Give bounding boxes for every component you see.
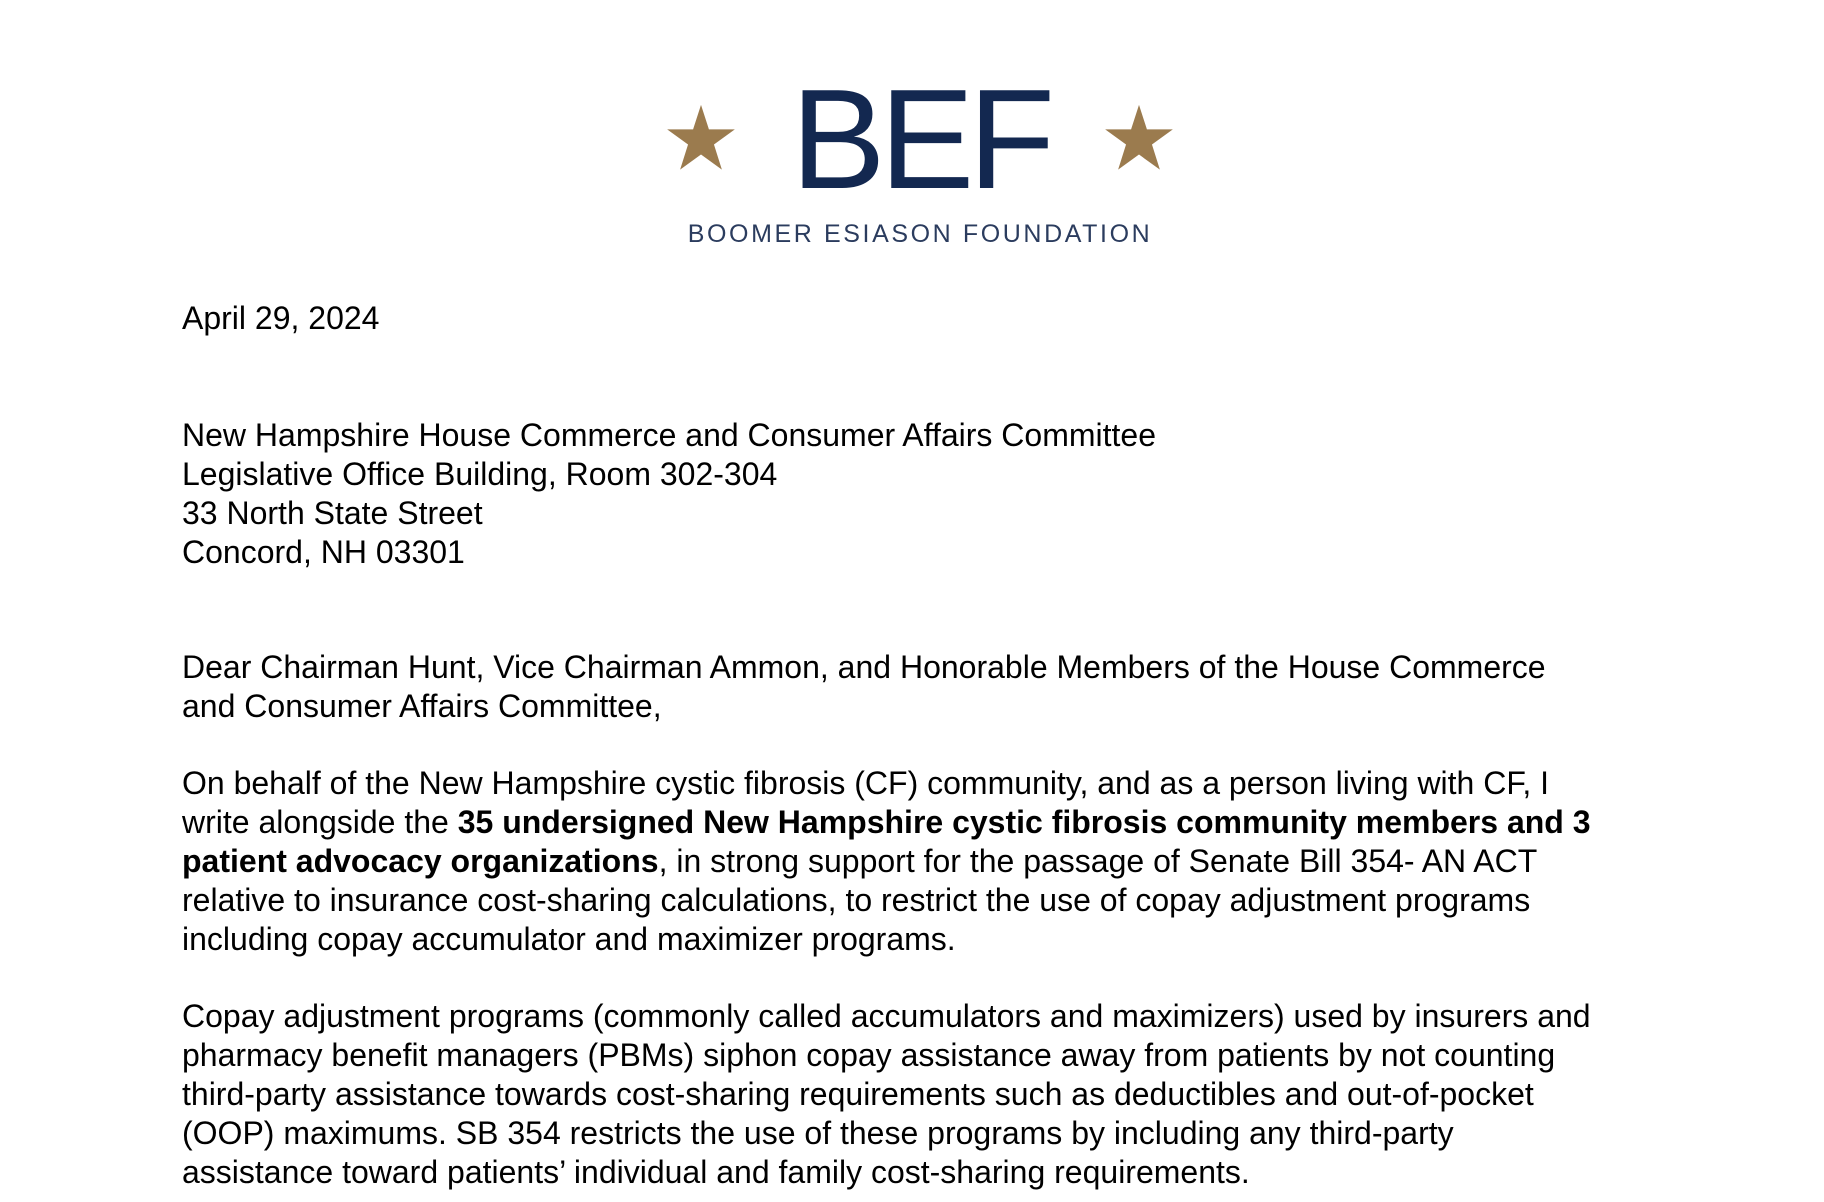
paragraph-line [182, 803, 1702, 842]
paragraph-line: pharmacy benefit managers (PBMs) siphon copay assistance away from patients by not counting [182, 1037, 1556, 1073]
paragraph-text: , in strong support for the passage of Senate Bill 354- AN ACT [658, 843, 1538, 879]
paragraph-line: On behalf of the New Hampshire cystic fibrosis (CF) community, and as a person living with CF, I [182, 765, 1550, 801]
paragraph-line: Copay adjustment programs (commonly called accumulators and maximizers) used by insurers and [182, 998, 1591, 1034]
logo-letters: BEF [790, 60, 1050, 219]
recipient-address [182, 416, 1702, 572]
letter-date [182, 299, 1702, 338]
paragraph-line: relative to insurance cost-sharing calculations, to restrict the use of copay adjustment programs [182, 882, 1531, 918]
date-text: April 29, 2024 [182, 300, 380, 336]
salutation-line: Dear Chairman Hunt, Vice Chairman Ammon, and Honorable Members of the House Commerce [182, 649, 1546, 685]
star-icon-right [1103, 102, 1175, 174]
address-line: Legislative Office Building, Room 302-304 [182, 456, 778, 492]
paragraph-text: write alongside the [182, 804, 458, 840]
paragraph-line: including copay accumulator and maximizer programs. [182, 921, 956, 957]
salutation [182, 648, 1702, 726]
address-line: 33 North State Street [182, 495, 483, 531]
paragraph-copay-programs [182, 997, 1702, 1192]
foundation-logo [665, 60, 1175, 250]
address-line: New Hampshire House Commerce and Consumer Affairs Committee [182, 417, 1156, 453]
paragraph-support [182, 764, 1702, 959]
emphasis-text: patient advocacy organizations [182, 843, 659, 879]
emphasis-text: 35 undersigned New Hampshire cystic fibrosis community members and 3 [457, 804, 1591, 840]
address-line: Concord, NH 03301 [182, 534, 465, 570]
paragraph-line: assistance toward patients’ individual and family cost-sharing requirements. [182, 1154, 1250, 1190]
paragraph-line: third-party assistance towards cost-sharing requirements such as deductibles and out-of-pocket [182, 1076, 1534, 1112]
paragraph-line: (OOP) maximums. SB 354 restricts the use of these programs by including any third-party [182, 1115, 1454, 1151]
logo-foundation-name: BOOMER ESIASON FOUNDATION [687, 220, 1153, 248]
salutation-line: and Consumer Affairs Committee, [182, 688, 662, 724]
logo-mark [665, 60, 1175, 219]
paragraph-line [182, 842, 1702, 881]
